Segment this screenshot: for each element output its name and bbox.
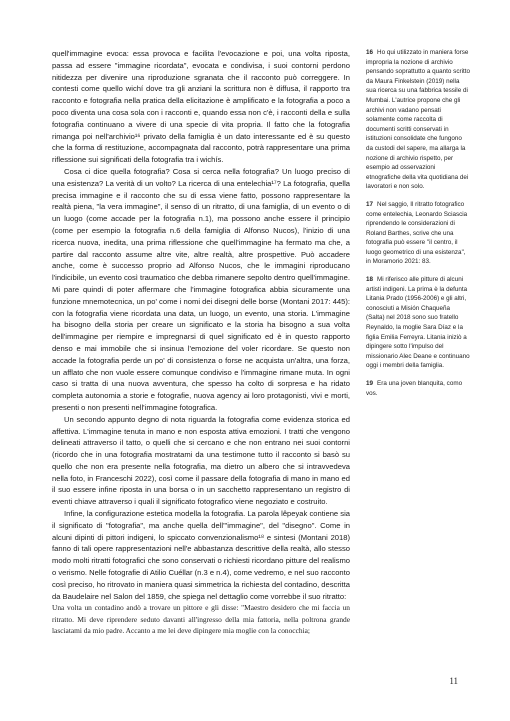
footnote-text: Nel saggio, Il ritratto fotografico come entelechia, Leonardo Sciascia riprendendo le considerazioni di Roland Barthes, scrive che una fotografia può essere "il centro, il luogo geometrico di una esistenza", in Moramorio 2021: 83. — [366, 200, 468, 266]
footnote-number: 18 — [366, 276, 374, 284]
footnote-text: Ho qui utilizzato in maniera forse impropria la nozione di archivio pensando soprattutto a quanto scritto da Maura Finkelstein (2019) nella sua ricerca su una fabbrica tessile di Mumbai. L'autrice propone che gli archivi non vadano pensati solamente come raccolta di documenti scritti conservati in istituzioni consolidate che fungono da custodi del sapere, ma allarga la nozione di archivio rispetto, per esempio ad osservazioni etnografiche della vita quotidiana dei lavoratori e non solo. — [366, 49, 470, 191]
page-number: 11 — [449, 676, 458, 686]
body-paragraph: quell'immagine evoca: essa provoca e facilita l'evocazione e poi, una volta riposta, passa ad essere "immagine ricordata", evocata e condivisa, i suoi contorni perdono nitidezza per divenire una riproduzione sgranata che il racconto può correggere. In contesti come quello wichí dove tra gli anziani la scrittura non è diffusa, il rapporto tra racconto e fotografia nella pratica della elicitazione è amplificato e la fotografia a poco a poco diventa una cosa sola con i racconti e, quando essa non c'è, i racconti della e sulla fotografia continuano a vivere di una specie di vita propria. Il fatto che la fotografia rimanga poi nell'archivio¹⁶ privato della famiglia è un dato interessante ed è su questo che la forma di restituzione, accompagnata dal racconto, potrà rappresentare una prima riflessione sui significati della fotografia tra i wichís. — [52, 49, 350, 165]
body-paragraph: Cosa ci dice quella fotografia? Cosa si cerca nella fotografia? Un luogo preciso di una esistenza? La verità di un volto? La ricerca di una entelechia¹⁷? La fotografia, quella precisa immagine e il racconto che su di essa viene fatto, possono rappresentare la realtà piena, "la vera immagine", il senso di un ritratto, di una famiglia, di un evento o di un luogo (come accade per la fotografia n.1), ma possono anche essere il principio (come per esempio la fotografia n.6 della famiglia di Alfonso Nucos), l'inizio di una ricerca nuova, inedita, una prima riflessione che quell'immagine ha fermato ma che, a partire dal racconto assume altre vite, altre realtà, altre prospettive. Può accadere anche, come è successo proprio ad Alfonso Nucos, che le immagini riproducano l'indicibile, un evento così traumatico che debba rimanere sepolto dentro quell'immagine. Mi pare quindi di poter affermare che l'immagine fotografica abbia sicuramente una funzione mnemotecnica, un po' come i nomi dei disegni delle borse (Montani 2017: 445): con la fotografia viene ricordata una data, un luogo, un evento, una storia. L'immagine ha bisogno della storia per creare un significato e la storia ha bisogno a sua volta dell'immagine per riempire e impregnarsi di quel significato ed è in questo rapporto denso e mai immobile che si insinua l'emozione del voler ricordare. Se questo non accade la fotografia perde un po' di consistenza o forse ne acquista un'altra, una forza, un afflato che non vuole essere comunque condiviso e l'immagine rimane muta. In ogni caso si tratta di una nuova avventura, che spesso ha colto di sorpresa e ha ridato completa autonomia a storie e fotografie, nuova agency ai loro protagonisti, vivi e morti, presenti o non presenti nell'immagine fotografica. — [52, 166, 350, 412]
main-text-column — [52, 48, 350, 636]
footnotes-column — [366, 48, 470, 406]
footnote-number: 16 — [366, 49, 374, 56]
block-quote: Una volta un contadino andò a trovare un pittore e gli disse: "Maestro desidero che mi faccia un ritratto. Mi deve riprendere seduto davanti all'ingresso della mia fattoria, nella poltrona grande lasciatami da mio padre. Accanto a me lei deve dipingere mia moglie con la conocchia; — [52, 603, 350, 635]
footnote — [366, 48, 470, 192]
footnote — [366, 379, 470, 398]
footnote-number: 19 — [366, 380, 374, 387]
footnote — [366, 275, 470, 371]
body-paragraph: Infine, la configurazione estetica modella la fotografia. La parola lêpeyak contiene sia il significato di "fotografia", ma anche quella dell'"immagine", del "disegno". Come in alcuni dipinti di pittori indigeni, lo spiccato convenzionalismo¹⁸ e sintesi (Montani 2018) fanno di tali opere rappresentazioni nell'e abbastanza descrittive della realtà, allo stesso modo molti ritratti fotografici che sono conservati o richiesti ricordano pitture del realismo o verismo. Nelle fotografie di Atilio Cuéllar (n.3 e n.4), come vedremo, e nel suo racconto così preciso, ho ritrovato in maniera quasi simmetrica la richiesta del contadino, descritta da Baudelaire nel Salon del 1859, che spiega nel dettaglio come vorrebbe il suo ritratto: — [52, 509, 350, 601]
footnote-text: Era una joven blanquita, como vos. — [366, 380, 463, 397]
footnote-text: Mi riferisco alle pitture di alcuni artisti indigeni. La prima è la defunta Litania Prado (1956-2006) e gli altri, conosciuti a Misión Chaqueña (Salta) nel 2018 sono suo fratello Reynaldo, la moglie Sara Díaz e la figlia Emilia Ferreyra. Litania iniziò a dipingere sotto l'impulso del missionario Alec Deane e continuano oggi i membri della famiglia. — [366, 276, 470, 370]
body-paragraph: Un secondo appunto degno di nota riguarda la fotografia come evidenza storica ed affettiva. L'immagine tenuta in mano e non esposta attiva emozioni. I tratti che vengono delineati attraverso il tatto, o quelli che si cercano e che non entrano nei suoi contorni (ricordo che in una fotografia mostratami da una testimone tutto il racconto si basò su quello che non era presente nella fotografia, ma dietro un albero che si intravvedeva nella foto, in Franceschi 2022), così come il passare della fotografia di mano in mano ed il suo essere infine riposta in una borsa o in un sacchetto rappresentano un registro di eventi chiave attraverso i quali il significato fotografico viene negoziato e costruito. — [52, 414, 350, 507]
footnote-number: 17 — [366, 200, 374, 208]
footnote — [366, 200, 470, 267]
